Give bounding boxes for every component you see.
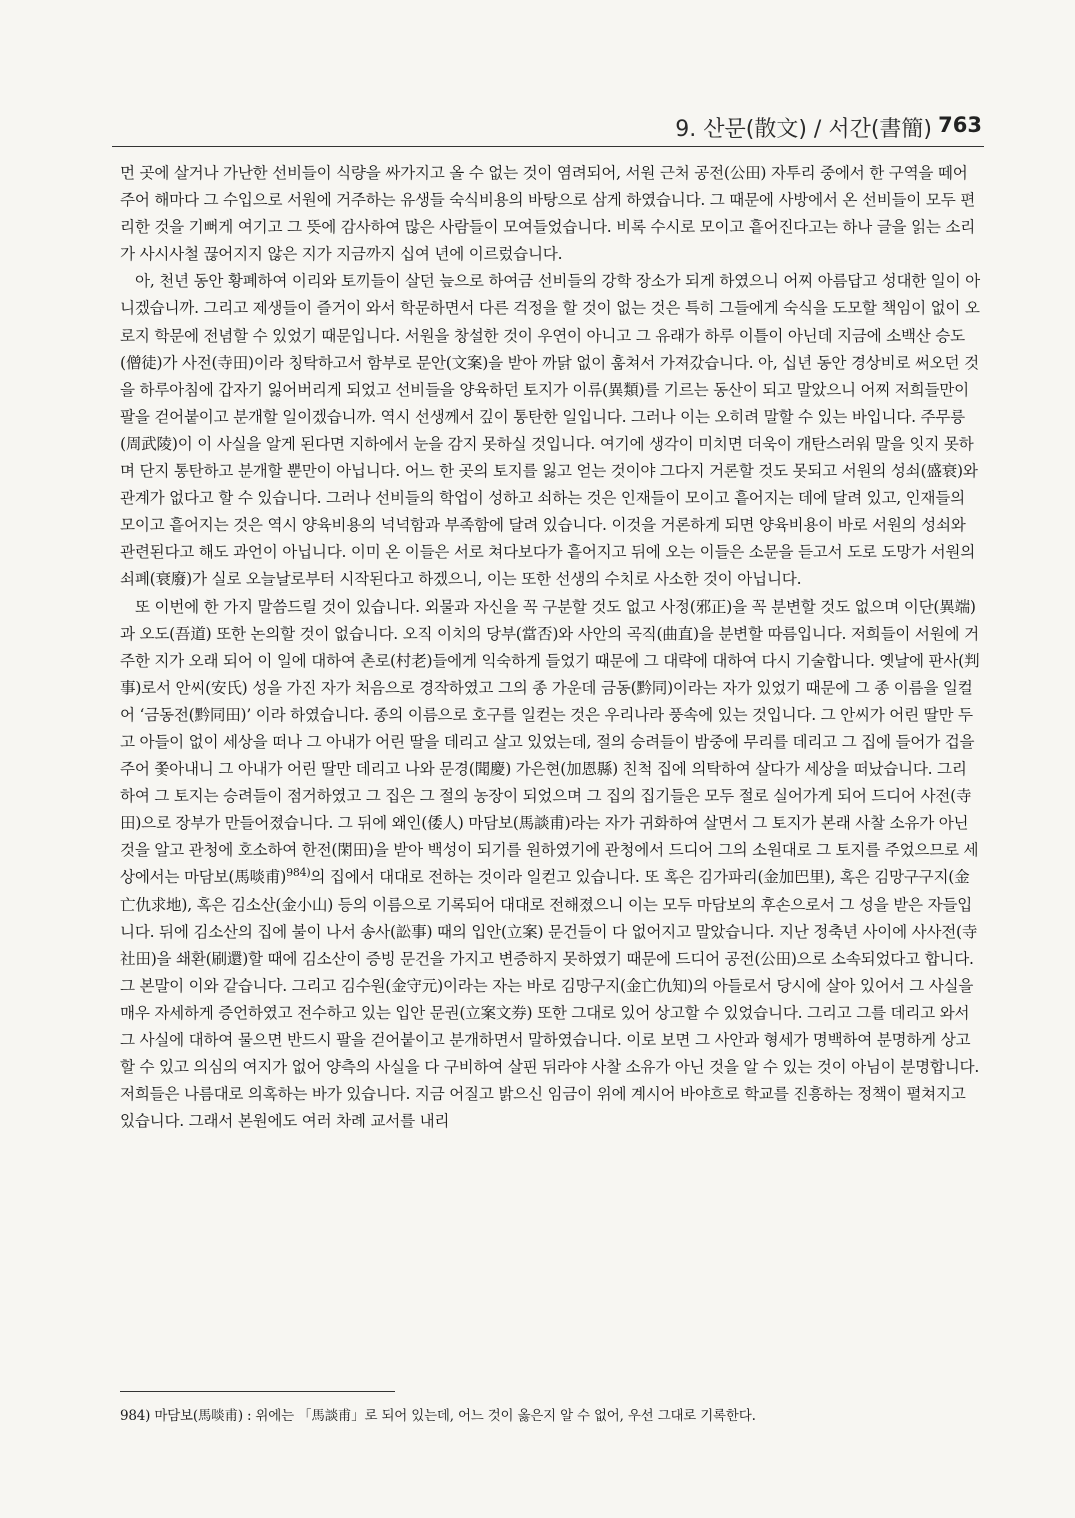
running-header (112, 110, 984, 147)
footnote-reference[interactable]: 984) (286, 866, 311, 880)
footnote: 984) 마담보(馬啖甫) : 위에는 「馬談甫」로 되어 있는데, 어느 것이 옳은지 알 수 없어, 우선 그대로 기록한다. (120, 1408, 756, 1424)
paragraph (120, 594, 980, 1136)
paragraph: 아, 천년 동안 황폐하여 이리와 토끼들이 살던 늪으로 하여금 선비들의 강학 장소가 되게 하였으니 어찌 아름답고 성대한 일이 아니겠습니까. 그리고 제생들이 즐거이 와서 학문하면서 다른 걱정을 할 것이 없는 것은 특히 그들에게 숙식을 도모할 책임이 없이 오로지 학문에 전념할 수 있었기 때문입니다. 서원을 창설한 것이 우연이 아니고 그 유래가 하루 이틀이 아닌데 지금에 소백산 승도(僧徒)가 사전(寺田)이라 칭탁하고서 함부로 문안(文案)을 받아 까닭 없이 훔쳐서 가져갔습니다. 아, 십년 동안 경상비로 써오던 것을 하루아침에 갑자기 잃어버리게 되었고 선비들을 양육하던 토지가 이류(異類)를 기르는 동산이 되고 말았으니 어찌 저희들만이 팔을 걷어붙이고 분개할 일이겠습니까. 역시 선생께서 깊이 통탄한 일입니다. 그러나 이는 오히려 말할 수 있는 바입니다. 주무릉(周武陵)이 이 사실을 알게 된다면 지하에서 눈을 감지 못하실 것입니다. 여기에 생각이 미치면 더욱이 개탄스러워 말을 잇지 못하며 단지 통탄하고 분개할 뿐만이 아닙니다. 어느 한 곳의 토지를 잃고 얻는 것이야 그다지 거론할 것도 못되고 서원의 성쇠(盛衰)와 관계가 없다고 할 수 있습니다. 그러나 선비들의 학업이 성하고 쇠하는 것은 인재들이 모이고 흩어지는 데에 달려 있고, 인재들의 모이고 흩어지는 것은 역시 양육비용의 넉넉함과 부족함에 달려 있습니다. 이것을 거론하게 되면 양육비용이 바로 서원의 성쇠와 관련된다고 해도 과언이 아닙니다. 이미 온 이들은 서로 쳐다보다가 흩어지고 뒤에 오는 이들은 소문을 듣고서 도로 도망가 서원의 쇠폐(衰廢)가 실로 오늘날로부터 시작된다고 하겠으니, 이는 또한 선생의 수치로 사소한 것이 아닙니다. (120, 272, 980, 589)
section-title: 9. 산문(散文) / 서간(書簡) (675, 117, 932, 142)
footnote-divider (120, 1391, 395, 1392)
paragraph: 먼 곳에 살거나 가난한 선비들이 식량을 싸가지고 올 수 없는 것이 염려되어, 서원 근처 공전(公田) 자투리 중에서 한 구역을 떼어주어 해마다 그 수입으로 서원에 거주하는 유생들 숙식비용의 바탕으로 삼게 하였습니다. 그 때문에 사방에서 온 선비들이 모두 편리한 것을 기뻐게 여기고 그 뜻에 감사하여 많은 사람들이 모여들었습니다. 비록 수시로 모이고 흩어진다고는 하나 글을 읽는 소리가 사시사철 끊어지지 않은 지가 지금까지 십여 년에 이르렀습니다. (120, 164, 976, 264)
paragraph-text: 의 집에서 대대로 전하는 것이라 일컫고 있습니다. 또 혹은 김가파리(金加巴里), 혹은 김망구구지(金亡仇求地), 혹은 김소산(金小山) 등의 이름으로 기록되어 대대로 전해졌으니 이는 모두 마담보의 후손으로서 그 성을 받은 자들입니다. 뒤에 김소산의 집에 불이 나서 송사(訟事) 때의 입안(立案) 문건들이 다 없어지고 말았습니다. 지난 정축년 사이에 사사전(寺社田)을 쇄환(刷還)할 때에 김소산이 증빙 문건을 가지고 변증하지 못하였기 때문에 드디어 공전(公田)으로 소속되었다고 합니다. 그 본말이 이와 같습니다. 그리고 김수원(金守元)이라는 자는 바로 김망구지(金亡仇知)의 아들로서 당시에 살아 있어서 그 사실을 매우 자세하게 증언하였고 전수하고 있는 입안 문권(立案文券) 또한 그대로 있어 상고할 수 있었습니다. 그리고 그를 데리고 와서 그 사실에 대하여 물으면 반드시 팔을 걷어붙이고 분개하면서 말하였습니다. 이로 보면 그 사안과 형세가 명백하여 분명하게 상고할 수 있고 의심의 여지가 없어 양측의 사실을 다 구비하여 살핀 뒤라야 사찰 소유가 아닌 것을 알 수 있는 것이 아님이 분명합니다. 저희들은 나름대로 의혹하는 바가 있습니다. 지금 어질고 밝으신 임금이 위에 계시어 바야흐로 학교를 진흥하는 정책이 펼쳐지고 있습니다. 그래서 본원에도 여러 차례 교서를 내리 (120, 868, 980, 1131)
body-text (120, 160, 980, 1135)
page-number: 763 (938, 113, 982, 137)
paragraph-text: 또 이번에 한 가지 말씀드릴 것이 있습니다. 외물과 자신을 꼭 구분할 것도 없고 사정(邪正)을 꼭 분변할 것도 없으며 이단(異端)과 오도(吾道) 또한 논의할 것이 없습니다. 오직 이치의 당부(當否)와 사안의 곡직(曲直)을 분변할 따름입니다. 저희들이 서원에 거주한 지가 오래 되어 이 일에 대하여 촌로(村老)들에게 익숙하게 들었기 때문에 그 대략에 대하여 다시 기술합니다. 옛날에 판사(判事)로서 안씨(安氏) 성을 가진 자가 처음으로 경작하였고 그의 종 가운데 금동(黔同)이라는 자가 있었기 때문에 그 종 이름을 일컬어 ‘금동전(黔同田)’ 이라 하였습니다. 종의 이름으로 호구를 일컫는 것은 우리나라 풍속에 있는 것입니다. 그 안씨가 어린 딸만 두고 아들이 없이 세상을 떠나 그 아내가 어린 딸을 데리고 살고 있었는데, 절의 승려들이 밤중에 무리를 데리고 그 집에 들어가 겁을 주어 쫓아내니 그 아내가 어린 딸만 데리고 나와 문경(聞慶) 가은현(加恩縣) 친척 집에 의탁하여 살다가 세상을 떠났습니다. 그리하여 그 토지는 승려들이 점거하였고 그 집은 그 절의 농장이 되었으며 그 집의 집기들은 모두 절로 실어가게 되어 드디어 사전(寺田)으로 장부가 만들어졌습니다. 그 뒤에 왜인(倭人) 마담보(馬談甫)라는 자가 귀화하여 살면서 그 토지가 본래 사찰 소유가 아닌 것을 알고 관청에 호소하여 한전(閑田)을 받아 백성이 되기를 원하였기에 관청에서 드디어 그의 소원대로 그 토지를 주었으므로 세상에서는 마담보(馬啖甫) (120, 597, 980, 887)
